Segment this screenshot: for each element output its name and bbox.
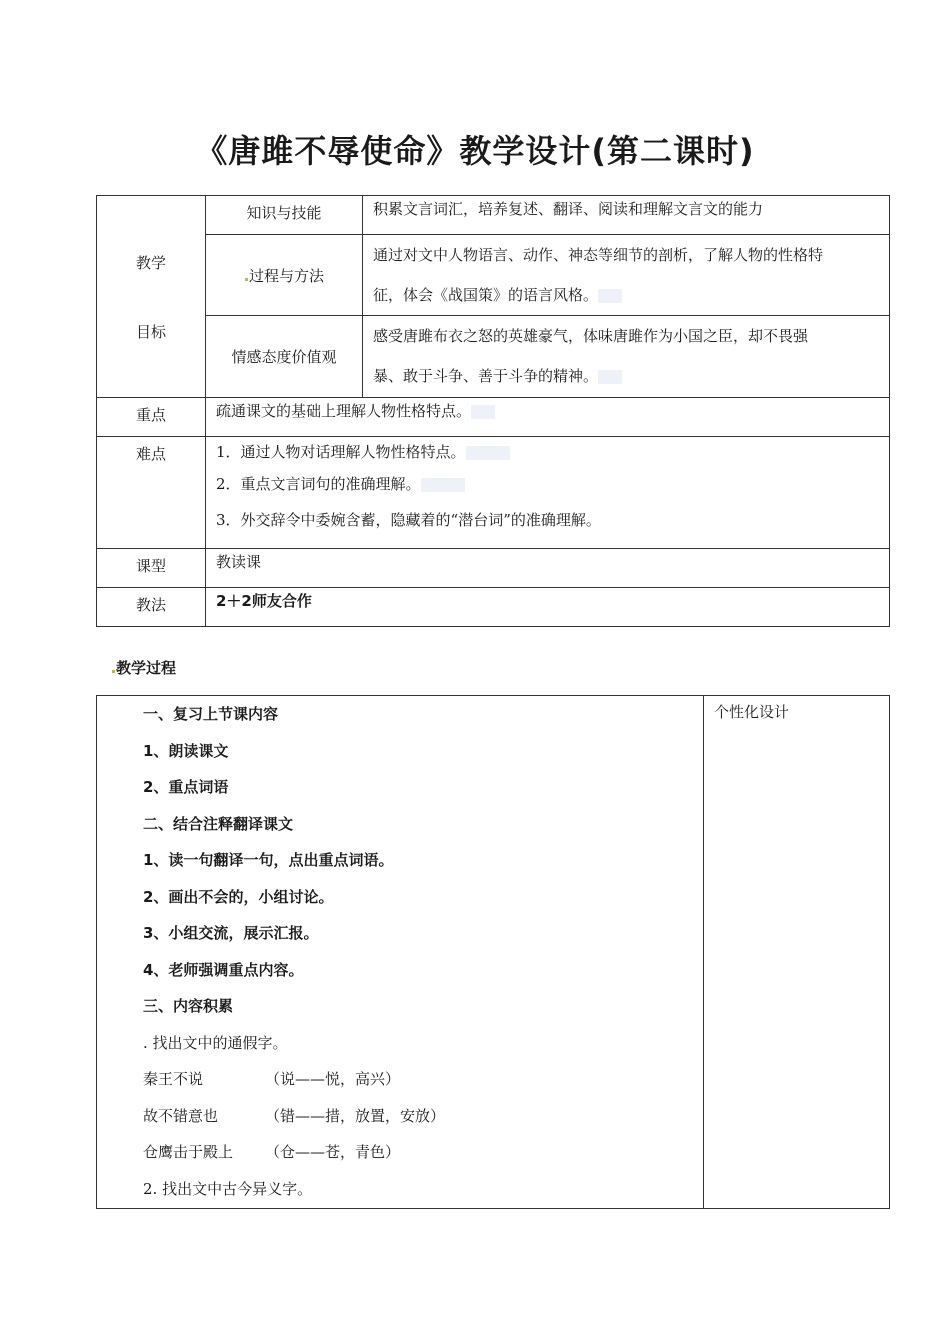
personalized-design-cell <box>704 696 890 1209</box>
difficulty-content: 1．通过人物对话理解人物性格特点。 2．重点文言词句的准确理解。 3．外交辞令中委婉含蓄，隐藏着的“潜台词”的准确理解。 <box>206 437 890 549</box>
process-line: 二、结合注释翻译课文 <box>143 814 294 833</box>
objective-content-emotion: 感受唐雎布衣之怒的英雄豪气，体味唐雎作为小国之臣，却不畏强 暴、敢于斗争、善于斗争的精神。 <box>363 316 890 398</box>
highlight-mark <box>471 405 495 419</box>
page-title: 《唐雎不辱使命》教学设计(第二课时) <box>195 132 755 170</box>
highlight-mark <box>598 370 622 384</box>
anchor-mark-icon <box>245 278 248 281</box>
objectives-table <box>96 195 890 627</box>
process-line: 三、内容积累 <box>143 997 234 1015</box>
process-main-cell <box>97 696 704 1209</box>
process-line: 3、小组交流，展示汇报。 <box>143 924 319 942</box>
process-line: 2、重点词语 <box>143 778 229 796</box>
personalized-design-label: 个性化设计 <box>714 703 790 721</box>
highlight-mark <box>421 478 465 492</box>
highlight-mark <box>466 446 510 460</box>
objective-category-emotion: 情感态度价值观 <box>206 316 363 398</box>
lesson-type-content: 教读课 <box>206 549 890 588</box>
lesson-type-label: 课型 <box>97 549 206 588</box>
key-point-content: 疏通课文的基础上理解人物性格特点。 <box>206 398 890 437</box>
process-line: 1、朗读课文 <box>143 741 229 760</box>
process-line: 一、复习上节课内容 <box>143 705 279 723</box>
method-content: 2＋2师友合作 <box>206 588 890 627</box>
process-line: 1、读一句翻译一句，点出重点词语。 <box>143 851 394 869</box>
tongjia-item: 故不错意也 （错——措，放置，安放） <box>143 1106 446 1125</box>
highlight-mark <box>598 289 622 303</box>
objective-category-knowledge: 知识与技能 <box>206 196 363 235</box>
anchor-mark-icon <box>112 670 115 673</box>
objectives-label-line1: 教学 <box>135 253 166 272</box>
process-heading: 教学过程 <box>116 657 176 678</box>
key-point-label: 重点 <box>97 398 206 437</box>
objectives-label-line2: 目标 <box>135 322 166 341</box>
objective-content-knowledge: 积累文言词汇，培养复述、翻译、阅读和理解文言文的能力 <box>363 196 890 235</box>
tongjia-item: 秦王不说 （说——悦，高兴） <box>143 1070 401 1088</box>
objectives-label-cell <box>97 196 206 398</box>
guji-intro: 2. 找出文中古今异义字。 <box>143 1179 313 1198</box>
process-line: 4、老师强调重点内容。 <box>143 960 304 979</box>
objective-category-process: 过程与方法 <box>206 235 363 316</box>
process-table <box>96 695 890 1209</box>
difficulty-label: 难点 <box>97 437 206 549</box>
method-label: 教法 <box>97 588 206 627</box>
tongjia-item: 仓鹰击于殿上 （仓——苍，青色） <box>143 1143 401 1161</box>
process-line: 2、画出不会的，小组讨论。 <box>143 887 334 906</box>
tongjia-intro: . 找出文中的通假字。 <box>143 1033 288 1052</box>
objective-content-process: 通过对文中人物语言、动作、神态等细节的剖析，了解人物的性格特 征，体会《战国策》的语言风格。 <box>363 235 890 316</box>
